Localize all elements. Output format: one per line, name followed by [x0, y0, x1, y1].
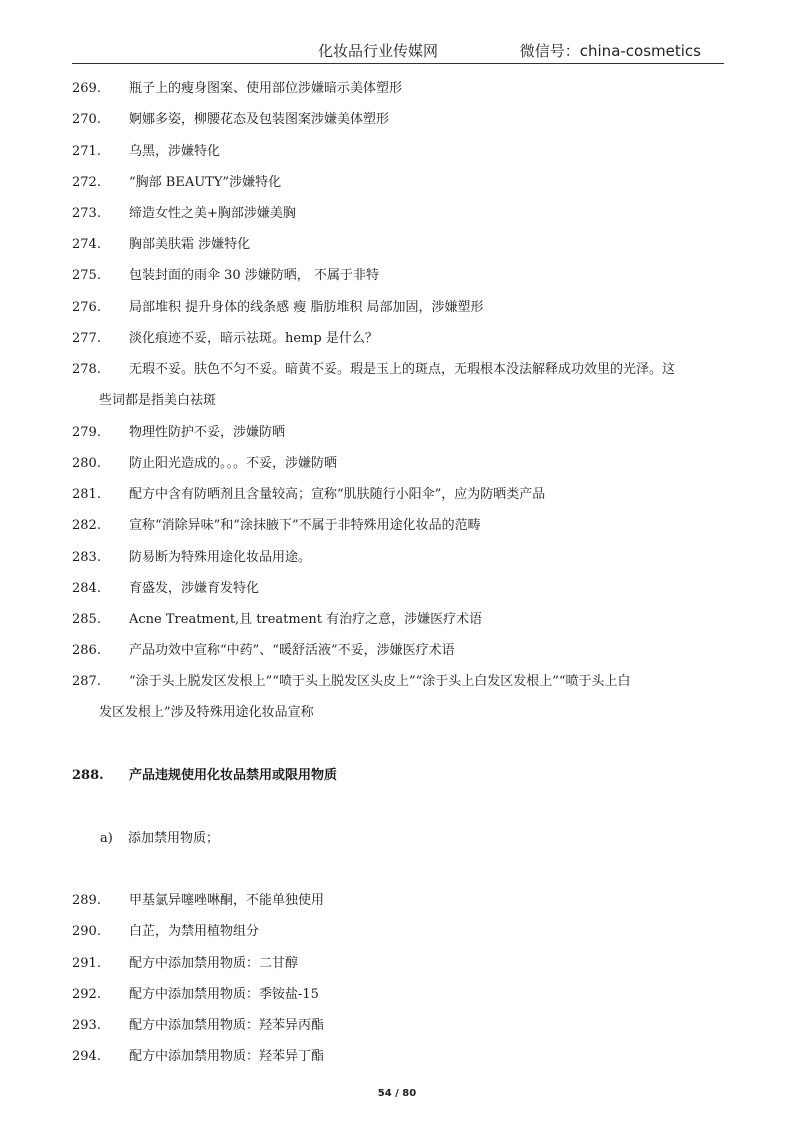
item-text: 宣称“消除异味”和“涂抹腋下”不属于非特殊用途化妆品的范畴 — [129, 518, 481, 533]
list-item — [72, 260, 722, 291]
item-text: 缔造女性之美+胸部涉嫌美胸 — [129, 206, 296, 221]
item-text: 局部堆积 提升身体的线条感 瘦 脂肪堆积 局部加固，涉嫌塑形 — [129, 300, 484, 315]
item-number: 286. — [72, 643, 101, 658]
item-number: 277. — [72, 331, 101, 346]
list-item — [72, 542, 722, 573]
list-item — [72, 167, 722, 198]
list-item — [72, 198, 722, 229]
item-text-continued: 发区发根上”涉及特殊用途化妆品宣称 — [99, 705, 314, 720]
list-item — [72, 979, 722, 1010]
item-number: 291. — [72, 956, 101, 971]
list-item — [72, 104, 722, 135]
item-text: 产品功效中宣称“中药”、“暖舒活液”不妥，涉嫌医疗术语 — [129, 643, 455, 658]
item-text: Acne Treatment,且 treatment 有治疗之意，涉嫌医疗术语 — [129, 612, 483, 627]
list-item — [72, 448, 722, 479]
item-text: 包装封面的雨伞 30 涉嫌防晒， 不属于非特 — [129, 268, 379, 283]
item-number: 280. — [72, 456, 101, 471]
section-heading-text: 产品违规使用化妆品禁用或限用物质 — [129, 768, 338, 783]
list-item — [72, 292, 722, 323]
item-number: 293. — [72, 1018, 101, 1033]
item-number: 281. — [72, 487, 101, 502]
item-text: “胸部 BEAUTY”涉嫌特化 — [129, 175, 282, 190]
item-number: 271. — [72, 144, 101, 159]
page-number: 54 / 80 — [377, 1088, 417, 1099]
list-item — [72, 479, 722, 510]
item-text: 乌黑，涉嫌特化 — [129, 144, 221, 159]
wechat-id: 微信号：china-cosmetics — [519, 42, 701, 60]
sub-item-letter: a) — [100, 831, 113, 846]
list-item — [72, 666, 722, 728]
item-text: 胸部美肤霜 涉嫌特化 — [129, 237, 251, 252]
list-item — [72, 635, 722, 666]
item-text: 配方中添加禁用物质：季铵盐-15 — [129, 987, 319, 1002]
item-text: 甲基氯异噻唑啉酮，不能单独使用 — [129, 893, 325, 908]
item-text: 防止阳光造成的。。。不妥，涉嫌防晒 — [129, 456, 338, 471]
item-number: 290. — [72, 924, 101, 939]
item-number: 287. — [72, 674, 101, 689]
item-text: 无瑕不妥。肤色不匀不妥。暗黄不妥。瑕是玉上的斑点，无瑕根本没法解释成功效里的光泽。这 — [129, 362, 676, 377]
item-number: 289. — [72, 893, 101, 908]
item-text: 防易断为特殊用途化妆品用途。 — [129, 550, 312, 565]
item-text: 婀娜多姿，柳腰花态及包装图案涉嫌美体塑形 — [129, 112, 390, 127]
item-number: 270. — [72, 112, 101, 127]
item-number: 283. — [72, 550, 101, 565]
item-text: 配方中含有防晒剂且含量较高；宣称“肌肤随行小阳伞”，应为防晒类产品 — [129, 487, 546, 502]
list-item — [72, 354, 722, 416]
item-number: 292. — [72, 987, 101, 1002]
list-item — [72, 417, 722, 448]
item-text: 物理性防护不妥，涉嫌防晒 — [129, 425, 286, 440]
item-number: 294. — [72, 1049, 101, 1064]
list-item — [72, 604, 722, 635]
item-number: 274. — [72, 237, 101, 252]
list-item — [72, 573, 722, 604]
site-name: 化妆品行业传媒网 — [318, 42, 439, 60]
list-item — [72, 73, 722, 104]
list-item — [72, 229, 722, 260]
item-number: 276. — [72, 300, 101, 315]
item-number: 278. — [72, 362, 101, 377]
item-text: 配方中添加禁用物质：羟苯异丙酯 — [129, 1018, 325, 1033]
item-text: 育盛发，涉嫌育发特化 — [129, 581, 260, 596]
item-text: 淡化痕迹不妥，暗示祛斑。hemp 是什么？ — [129, 331, 378, 346]
item-text: “涂于头上脱发区发根上”“喷于头上脱发区头皮上”“涂于头上白发区发根上”“喷于头上白 — [129, 674, 631, 689]
list-item — [72, 1041, 722, 1072]
sub-item — [100, 823, 219, 854]
list-item — [72, 510, 722, 541]
list-item — [72, 1010, 722, 1041]
item-number: 279. — [72, 425, 101, 440]
item-number: 288. — [72, 768, 104, 783]
sub-item-text: 添加禁用物质； — [128, 831, 220, 846]
item-text: 瓶子上的瘦身图案、使用部位涉嫌暗示美体塑形 — [129, 81, 403, 96]
list-item — [72, 885, 722, 916]
item-number: 272. — [72, 175, 101, 190]
item-text: 白芷，为禁用植物组分 — [129, 924, 260, 939]
section-heading — [72, 760, 722, 791]
page-header — [72, 36, 724, 64]
item-number: 282. — [72, 518, 101, 533]
list-item — [72, 136, 722, 167]
item-number: 285. — [72, 612, 101, 627]
list-item — [72, 323, 722, 354]
item-number: 269. — [72, 81, 101, 96]
item-number: 284. — [72, 581, 101, 596]
item-number: 273. — [72, 206, 101, 221]
item-text-continued: 些词都是指美白祛斑 — [99, 393, 217, 408]
item-number: 275. — [72, 268, 101, 283]
item-text: 配方中添加禁用物质：羟苯异丁酯 — [129, 1049, 325, 1064]
list-item — [72, 948, 722, 979]
item-text: 配方中添加禁用物质：二甘醇 — [129, 956, 299, 971]
list-item — [72, 916, 722, 947]
